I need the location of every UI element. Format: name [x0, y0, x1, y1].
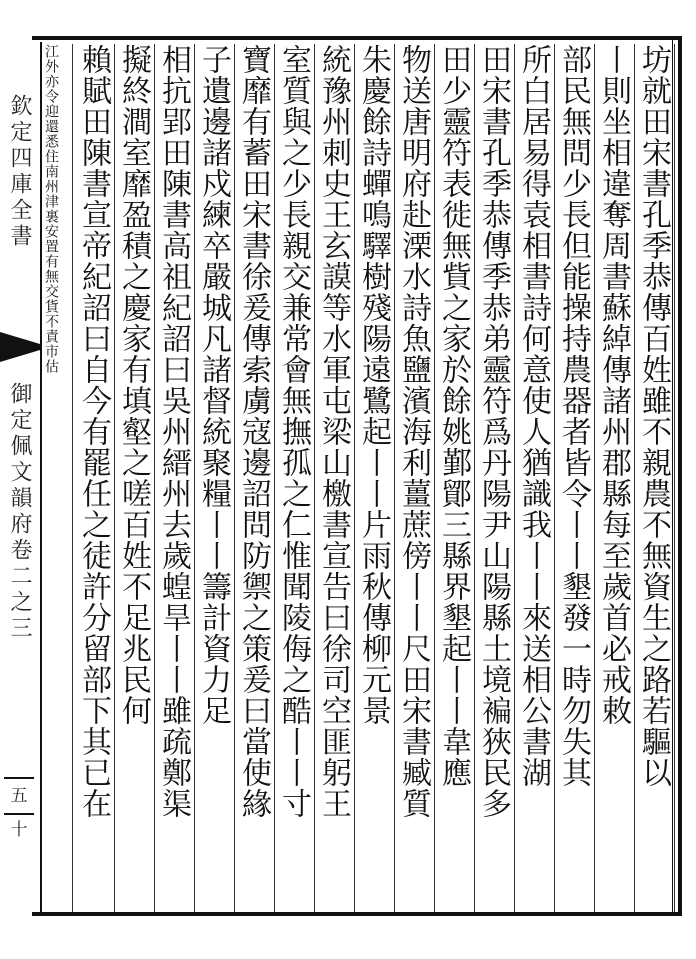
text-column-12: 子遺邊諸戍練卒嚴城凡諸督統聚糧丨丨籌計資力足 [192, 44, 235, 912]
frame-top-border [32, 36, 682, 40]
text-column-3: 部民無問少長但能操持農器者皆令丨丨墾發一時勿失其 [552, 44, 595, 912]
text-column-7: 物送唐明府赴溧水詩魚鹽濱海利薑蔗傍丨丨尺田宋書臧質 [392, 44, 435, 912]
text-column-15: 賴賦田陳書宣帝紀詔曰自今有罷任之徒許分留部下其已在 [72, 44, 115, 912]
text-column-5: 田宋書孔季恭傳季恭弟靈符爲丹陽尹山陽縣土境褊狹民多 [472, 44, 515, 912]
volume-title: 御定佩文韻府卷二之三 [7, 382, 32, 642]
text-column-1: 坊就田宋書孔季恭傳百姓雖不親農不無資生之路若驅以 [632, 44, 675, 912]
text-column-10: 室質與之少長親交兼常會無撫孤之仁惟聞陵侮之酷丨丨寸 [272, 44, 315, 912]
frame-right-border [678, 36, 682, 916]
text-column-2: 丨則坐相違奪周書蘇綽傳諸州郡縣每至歲首必戒敕 [592, 44, 635, 912]
text-column-16: 江外亦令迎還悉住南州津裏安置有無交貨不責市估 [42, 44, 73, 912]
text-column-4: 所白居易得袁相書詩何意使人猶識我丨丨來送相公書湖 [512, 44, 555, 912]
book-title: 欽定四庫全書 [7, 94, 32, 250]
text-column-9: 統豫州刺史王玄謨等水軍屯梁山檄書宣告曰徐司空匪躬王 [312, 44, 355, 912]
text-column-13: 相抗郢田陳書高祖紀詔曰吳州縉州去歲蝗旱丨丨雖疏鄭渠 [152, 44, 195, 912]
text-column-8: 朱慶餘詩蟬鳴驛樹殘陽遠鷺起丨丨片雨秋傳柳元景 [352, 44, 395, 912]
frame-bottom-border [32, 912, 682, 916]
text-column-14: 擬終澗室靡盈積之慶家有填壑之嗟百姓不足兆民何 [112, 44, 155, 912]
text-column-11: 寶靡有蓄田宋書徐爰傳索虜寇邊詔問防禦之策爰曰當使緣 [232, 44, 275, 912]
page-number: 五十 [4, 777, 34, 815]
text-column-6: 田少靈符表徙無貲之家於餘姚鄞鄮三縣界墾起丨丨韋應 [432, 44, 475, 912]
